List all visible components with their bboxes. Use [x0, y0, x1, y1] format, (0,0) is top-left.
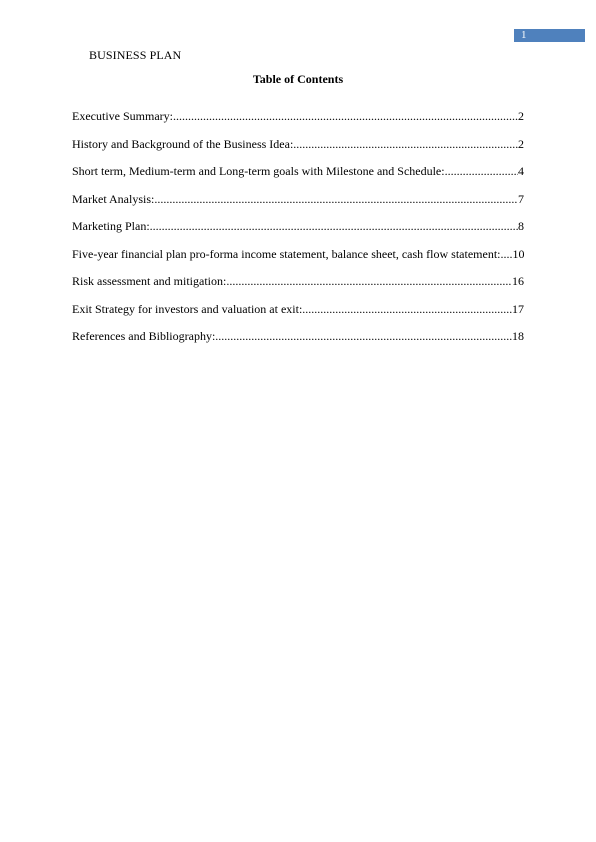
- page-number: 1: [521, 29, 527, 41]
- toc-entry-marketing-plan[interactable]: [72, 219, 524, 233]
- toc-entry-executive-summary[interactable]: [72, 109, 524, 123]
- toc-entry-references[interactable]: [72, 329, 524, 343]
- toc-entry-label: Exit Strategy for investors and valuation at exit:: [72, 301, 303, 316]
- toc-dot-leader: [445, 164, 518, 178]
- page-number-badge: [514, 29, 585, 42]
- toc-dot-leader: [226, 274, 512, 288]
- toc-entry-goals-milestones[interactable]: [72, 164, 524, 178]
- toc-entry-page: 2: [518, 109, 524, 123]
- toc-dot-leader: [501, 247, 513, 261]
- toc-entry-page: 4: [518, 164, 524, 178]
- toc-title: Table of Contents: [252, 72, 344, 86]
- toc-entry-label: Five-year financial plan pro-forma income statement, balance sheet, cash flow statement:: [72, 246, 501, 261]
- toc-entry-label: Market Analysis:: [72, 191, 155, 206]
- toc-entry-label: History and Background of the Business Idea:: [72, 136, 294, 151]
- toc-dot-leader: [150, 219, 518, 233]
- toc-dot-leader: [173, 109, 518, 123]
- toc-entry-page: 7: [518, 191, 524, 206]
- running-header: BUSINESS PLAN: [89, 48, 182, 62]
- toc-entry-financial-plan[interactable]: [72, 247, 524, 261]
- toc-entry-risk-assessment[interactable]: [72, 274, 524, 288]
- toc-entry-label: Marketing Plan:: [72, 219, 150, 233]
- toc-dot-leader: [302, 302, 512, 316]
- toc-entry-page: 18: [512, 329, 524, 343]
- toc-entry-label: References and Bibliography:: [72, 329, 216, 343]
- toc-dot-leader: [154, 192, 518, 206]
- toc-entry-page: 2: [518, 136, 524, 151]
- toc-entry-page: 10: [512, 246, 524, 261]
- toc-entry-exit-strategy[interactable]: [72, 302, 524, 316]
- toc-entry-label: Executive Summary:: [72, 109, 173, 123]
- toc-entry-page: 17: [512, 301, 524, 316]
- table-of-contents: [72, 109, 524, 357]
- toc-entry-history-background[interactable]: [72, 137, 524, 151]
- toc-entry-market-analysis[interactable]: [72, 192, 524, 206]
- toc-dot-leader: [293, 137, 518, 151]
- toc-entry-label: Short term, Medium-term and Long-term goals with Milestone and Schedule:: [72, 164, 445, 178]
- toc-entry-page: 8: [518, 219, 524, 233]
- toc-entry-page: 16: [512, 274, 524, 288]
- toc-dot-leader: [215, 329, 512, 343]
- toc-entry-label: Risk assessment and mitigation:: [72, 274, 227, 288]
